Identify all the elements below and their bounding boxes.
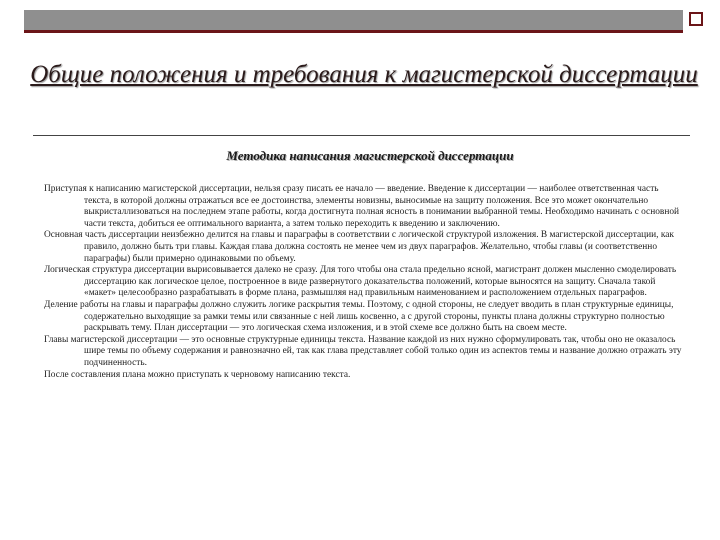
- body-text: [44, 184, 684, 381]
- header-bar: [24, 10, 683, 33]
- paragraph: Логическая структура диссертации вырисовывается далеко не сразу. Для того чтобы она стала предельно ясной, магистрант должен мысленно смоделировать диссертацию как логическое целое, построенное в виде развернутого доказательства положений, которые выносятся на защиту. Сначала такой «макет» целесообразно разрабатывать в форме плана, размышляя над правильным наименованием и расположением отдельных параграфов.: [44, 265, 677, 299]
- paragraph: Основная часть диссертации неизбежно делится на главы и параграфы в соответствии с логической структурой изложения. В магистерской диссертации, как правило, должно быть три главы. Каждая глава должна состоять не менее чем из двух параграфов. Желательно, чтобы главы (и соответственно параграфы) были примерно одинаковыми по объему.: [44, 230, 674, 264]
- paragraph: Деление работы на главы и параграфы должно служить логике раскрытия темы. Поэтому, с одной стороны, не следует вводить в план структурные единицы, содержательно выходящие за рамки темы или связанные с ней лишь косвенно, а с другой стороны, пункты плана должны структурно полностью раскрывать тему. План диссертации — это логическая схема изложения, и в этой схеме все должно быть на своем месте.: [44, 299, 674, 334]
- slide-title: Общие положения и требования к магистерской диссертации: [30, 61, 698, 88]
- title-divider: [33, 135, 690, 136]
- corner-square-decoration: [689, 12, 703, 26]
- slide-subtitle: Методика написания магистерской диссертации: [226, 148, 514, 163]
- paragraph: После составления плана можно приступать к черновому написанию текста.: [44, 369, 351, 380]
- paragraph: Приступая к написанию магистерской диссертации, нельзя сразу писать ее начало — введение. Введение к диссертации — наиболее ответственная часть текста, в которой должны отражаться все ее достоинства, элементы новизны, выносимые на защиту положения. Все это может окончательно выкристаллизоваться на последнем этапе работы, когда достигнута полная ясность в понимании выбранной темы. Необходимо начинать с основной части текста, добиться ее оптимального варианта, а затем только переходить к введению и заключению.: [44, 184, 680, 229]
- paragraph: Главы магистерской диссертации — это основные структурные единицы текста. Название каждой из них нужно сформулировать так, чтобы оно не оказалось шире темы по объему содержания и равнозначно ей, так как глава представляет собой только один из аспектов темы и название должно отражать эту подчиненность.: [44, 334, 682, 368]
